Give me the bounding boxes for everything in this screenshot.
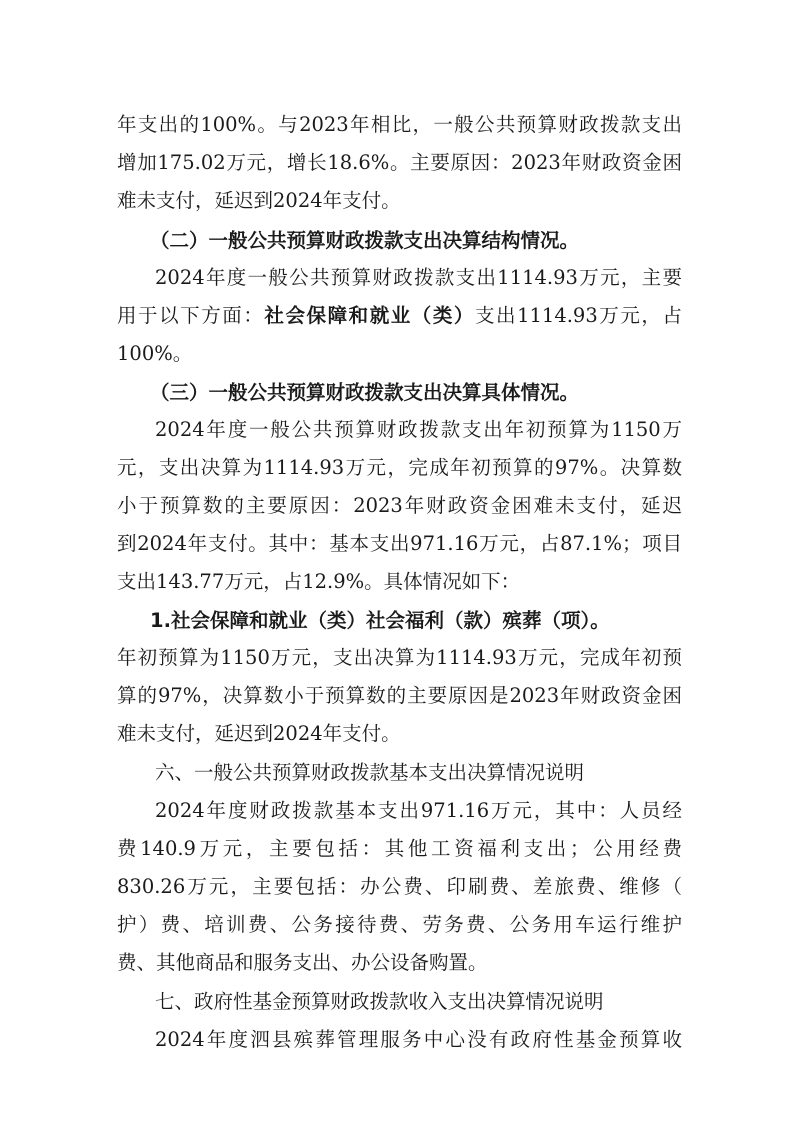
paragraph-line: 2024年度泗县殡葬管理服务中心没有政府性基金预算收 (155, 1028, 682, 1051)
paragraph-line: 护）费、培训费、公务接待费、劳务费、公务用车运行维护 (117, 913, 682, 936)
paragraph-line: 增加175.02万元，增长18.6%。主要原因：2023年财政资金困 (117, 151, 682, 174)
item-heading: 1.社会保障和就业（类）社会福利（款）殡葬（项）。 (150, 609, 610, 632)
subsection-heading-3: （三）一般公共预算财政拨款支出决算具体情况。 (150, 381, 580, 404)
text-run: 用于以下方面： (117, 304, 265, 327)
paragraph-line: 到2024年支付。其中：基本支出971.16万元，占87.1%；项目 (117, 532, 682, 555)
paragraph-line: 2024年度一般公共预算财政拨款支出年初预算为1150万 (155, 418, 682, 441)
subsection-heading-2: （二）一般公共预算财政拨款支出决算结构情况。 (150, 229, 580, 252)
paragraph-line (117, 304, 682, 328)
paragraph-line: 难未支付，延迟到2024年支付。 (117, 722, 401, 745)
bold-category-text: 社会保障和就业（类） (264, 304, 475, 327)
paragraph-line: 年支出的100%。与2023年相比，一般公共预算财政拨款支出 (117, 113, 682, 136)
paragraph-line: 元，支出决算为1114.93万元，完成年初预算的97%。决算数 (117, 456, 682, 479)
paragraph-line: 100%。 (117, 342, 193, 365)
paragraph-line: 2024年度一般公共预算财政拨款支出1114.93万元，主要 (155, 266, 682, 289)
text-run: 支出1114.93万元，占 (474, 304, 682, 327)
section-title-6: 六、一般公共预算财政拨款基本支出决算情况说明 (155, 761, 585, 784)
paragraph-line: 小于预算数的主要原因：2023年财政资金困难未支付，延迟 (117, 494, 682, 517)
paragraph-line: 难未支付，延迟到2024年支付。 (117, 189, 401, 212)
paragraph-line: 费140.9万元，主要包括：其他工资福利支出；公用经费 (117, 837, 682, 860)
paragraph-line: 2024年度财政拨款基本支出971.16万元，其中：人员经 (155, 799, 682, 822)
paragraph-line: 支出143.77万元，占12.9%。具体情况如下： (117, 570, 521, 593)
section-title-7: 七、政府性基金预算财政拨款收入支出决算情况说明 (155, 990, 604, 1013)
paragraph-line: 费、其他商品和服务支出、办公设备购置。 (117, 951, 488, 974)
paragraph-line: 算的97%，决算数小于预算数的主要原因是2023年财政资金困 (117, 684, 682, 707)
paragraph-line: 830.26万元，主要包括：办公费、印刷费、差旅费、维修（ (117, 875, 682, 898)
paragraph-line: 年初预算为1150万元，支出决算为1114.93万元，完成年初预 (117, 646, 682, 669)
